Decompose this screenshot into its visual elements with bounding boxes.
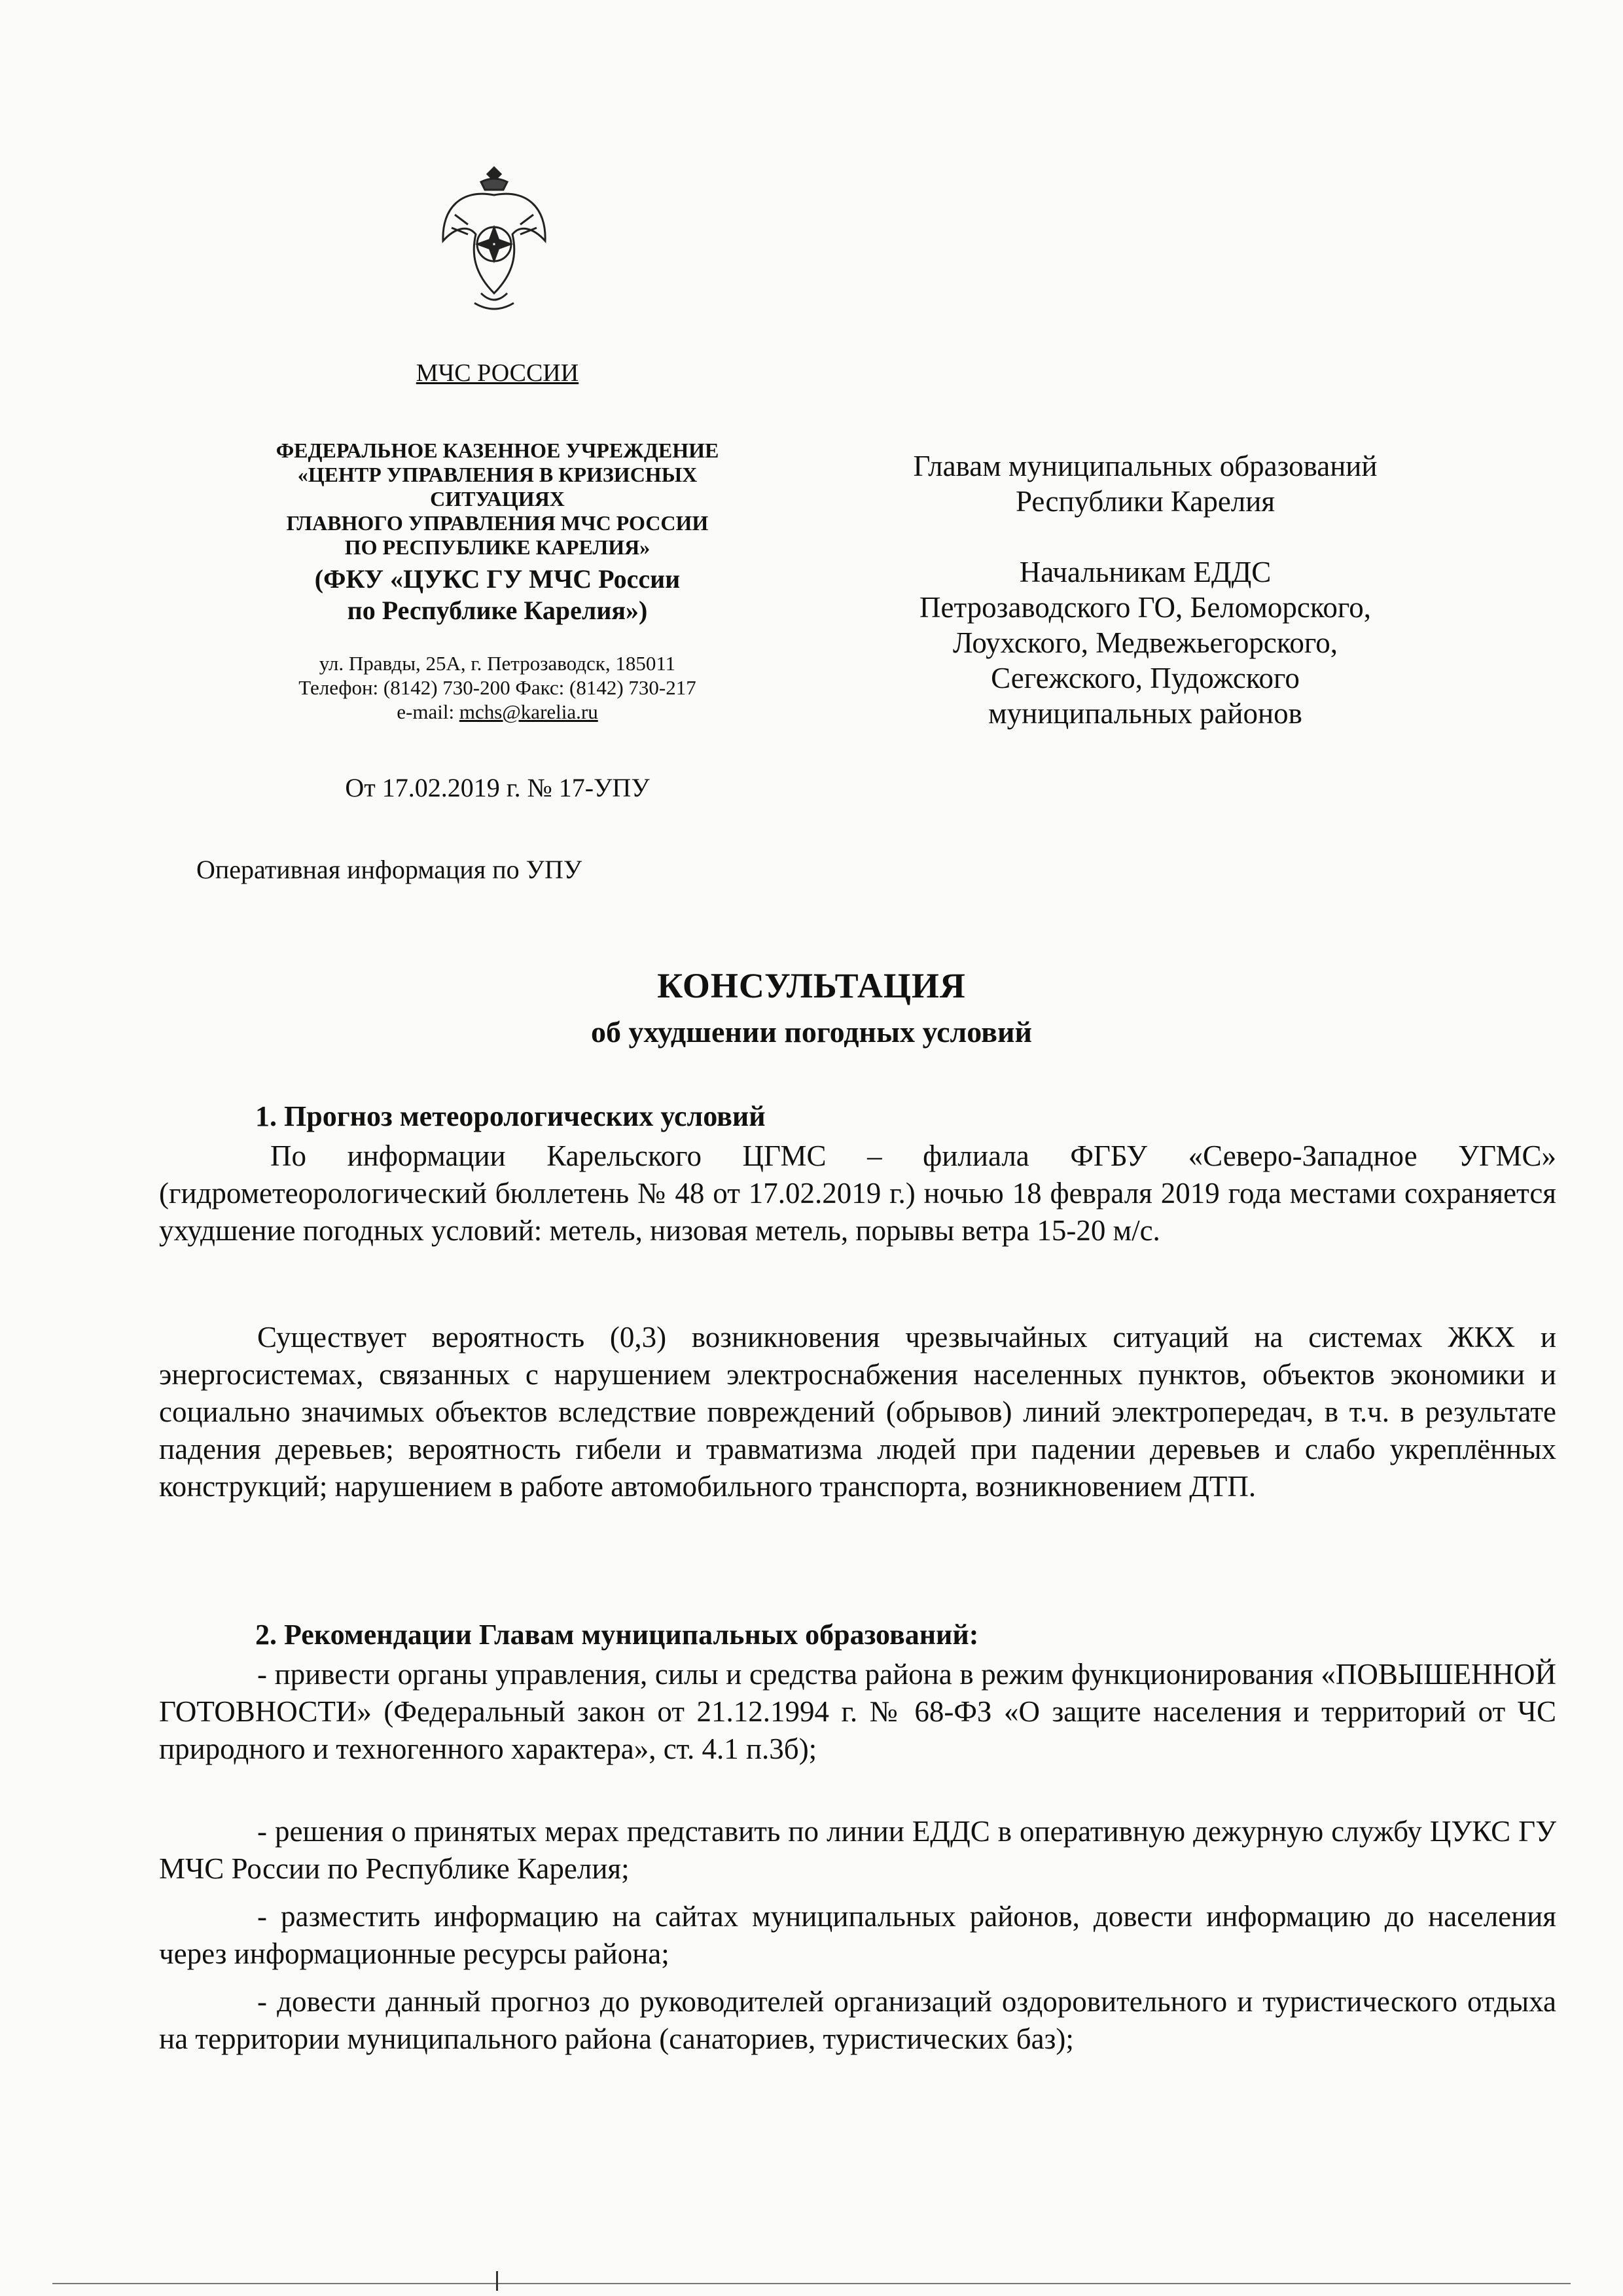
page-bottom-mark xyxy=(496,2271,498,2291)
section-1-heading: 1. Прогноз метеорологических условий xyxy=(255,1100,766,1132)
addressee-line: Сегежского, Пудожского xyxy=(991,662,1300,694)
document-subject: Оперативная информация по УПУ xyxy=(196,855,582,884)
addressee-block xyxy=(818,448,1472,731)
addressee-line: Петрозаводского ГО, Беломорского, xyxy=(919,591,1372,624)
organization-name: ФЕДЕРАЛЬНОЕ КАЗЕННОЕ УЧРЕЖДЕНИЕ «ЦЕНТР УПРАВЛЕНИЯ В КРИЗИСНЫХ СИТУАЦИЯХ ГЛАВНОГО УПРАВЛЕНИЯ МЧС РОССИИ ПО РЕСПУБЛИКЕ КАРЕЛИЯ» xyxy=(276,439,719,559)
sender-block xyxy=(190,359,805,724)
phone-fax: Телефон: (8142) 730-200 Факс: (8142) 730-217 xyxy=(298,676,696,699)
ministry-name: МЧС РОССИИ xyxy=(416,359,579,387)
postal-address: ул. Правды, 25А, г. Петрозаводск, 185011 xyxy=(319,652,676,675)
section-1-paragraph: По информации Карельского ЦГМС – филиала ФГБУ «Северо-Западное УГМС» (гидрометеорологический бюллетень № 48 от 17.02.2019 г.) ночью 18 февраля 2019 года местами сохраняется ухудшение погодных условий: метель, низовая метель, порывы ветра 15-20 м/с. xyxy=(159,1139,1556,1247)
document-reference: От 17.02.2019 г. № 17-УПУ xyxy=(345,773,650,802)
addressee-line: Республики Карелия xyxy=(1015,485,1275,518)
section-2-heading: 2. Рекомендации Главам муниципальных образований: xyxy=(255,1619,979,1651)
recommendation-item: - разместить информацию на сайтах муниципальных районов, довести информацию до населения через информационные ресурсы района; xyxy=(159,1900,1556,1970)
recommendation-item: - довести данный прогноз до руководителей организаций оздоровительного и туристического отдыха на территории муниципального района (санаториев, туристических баз); xyxy=(159,1985,1556,2055)
address-block xyxy=(190,651,805,724)
recommendation-item: - решения о принятых мерах представить по линии ЕДДС в оперативную дежурную службу ЦУКС ГУ МЧС России по Республике Карелия; xyxy=(159,1815,1556,1885)
addressee-line: Начальникам ЕДДС xyxy=(1019,556,1272,588)
emchs-emblem-icon xyxy=(435,162,553,313)
recommendation-item: - привести органы управления, силы и средства района в режим функционирования «ПОВЫШЕННОЙ ГОТОВНОСТИ» (Федеральный закон от 21.12.1994 г. № 68-ФЗ «О защите населения и территорий от ЧС природного и техногенного характера», ст. 4.1 п.3б); xyxy=(159,1658,1556,1765)
page-bottom-rule xyxy=(52,2283,1571,2284)
email-link[interactable]: mchs@karelia.ru xyxy=(459,700,598,723)
section-1-paragraph: Существует вероятность (0,3) возникновения чрезвычайных ситуаций на системах ЖКХ и энергосистемах, связанных с нарушением электроснабжения населенных пунктов, объектов экономики и социально значимых объектов вследствие повреждений (обрывов) линий электропередач, в т.ч. в результате падения деревьев; вероятность гибели и травматизма людей при падении деревьев и слабо укреплённых конструкций; нарушением в работе автомобильного транспорта, возникновением ДТП. xyxy=(159,1321,1556,1503)
addressee-line: Главам муниципальных образований xyxy=(913,450,1378,482)
addressee-line: муниципальных районов xyxy=(988,697,1302,730)
organization-short-name: (ФКУ «ЦУКС ГУ МЧС России по Республике Карелия») xyxy=(314,564,681,625)
document-subtitle: об ухудшении погодных условий xyxy=(590,1015,1032,1049)
document-title: КОНСУЛЬТАЦИЯ xyxy=(657,966,966,1005)
addressee-line: Лоухского, Медвежьегорского, xyxy=(953,626,1338,659)
email-label: e-mail: xyxy=(397,700,459,723)
